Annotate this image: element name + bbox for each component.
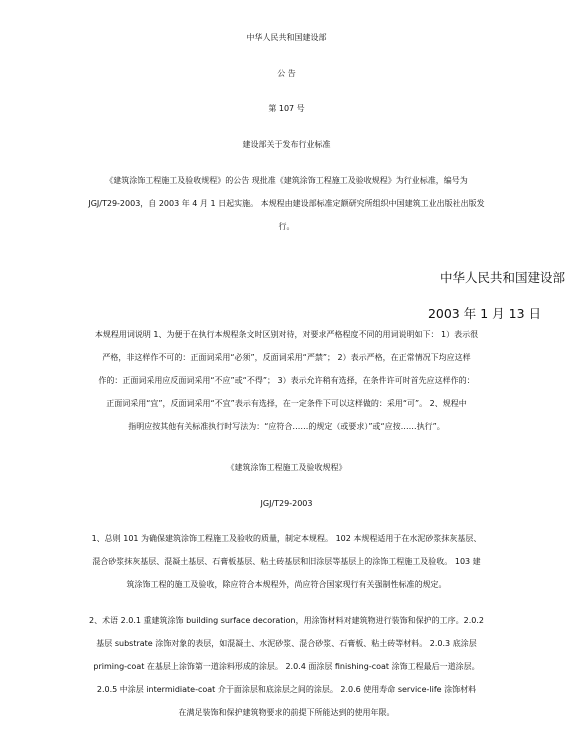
general-paragraph	[0, 527, 573, 596]
general-line-2: 混合砂浆抹灰基层、混凝土基层、石膏板基层、粘土砖基层和旧涂层等基层上的涂饰工程施工及验收。 103 建	[92, 557, 481, 566]
ministry-heading: 中华人民共和国建设部	[246, 33, 327, 42]
usage-paragraph	[0, 323, 573, 438]
terms-line-2: 基层 substrate 涂饰对象的表层，如混凝土、水泥砂浆、混合砂浆、石膏板、粘土砖等材料。 2.0.3 底涂层	[96, 639, 477, 648]
spec-code: JGJ/T29-2003	[260, 499, 313, 508]
terms-line-1: 2、术语 2.0.1 重建筑涂饰 building surface decoration，用涂饰材料对建筑物进行装饰和保护的工序。2.0.2	[89, 616, 484, 625]
announcement-line-2: JGJ/T29-2003，自 2003 年 4 月 1 日起实施。 本规程由建设部标准定额研究所组织中国建筑工业出版社出版发	[88, 199, 485, 208]
notice-heading: 公 告	[277, 69, 296, 78]
general-line-1: 1、总则 101 为确保建筑涂饰工程施工及验收的质量，制定本规程。 102 本规程适用于在水泥砂浆抹灰基层、	[91, 534, 482, 543]
usage-line-2: 严格，非这样作不可的：正面词采用“必须”，反面词采用“严禁”； 2）表示严格，在正常情况下均应这样	[102, 353, 471, 362]
general-line-3: 筑涂饰工程的施工及验收，除应符合本规程外，尚应符合国家现行有关强制性标准的规定。	[126, 580, 447, 589]
terms-paragraph	[0, 609, 573, 724]
announcement-paragraph	[0, 169, 573, 238]
usage-line-3: 作的：正面词采用应反面词采用“不应”或“不得”； 3）表示允许稍有选择，在条件许可时首先应这样作的：	[98, 376, 475, 385]
signature-date: 2003 年 1 月 13 日	[427, 305, 541, 321]
usage-line-5: 指明应按其他有关标准执行时写法为：“应符合……的规定（或要求）”或“应按……执行”。	[128, 422, 445, 431]
spec-title: 《建筑涂饰工程施工及验收规程》	[226, 463, 347, 472]
announcement-line-3: 行。	[278, 222, 295, 231]
usage-line-1: 本规程用词说明 1、为便于在执行本规程条文时区别对待，对要求严格程度不同的用词说明如下： 1）表示很	[94, 330, 479, 339]
signature-org: 中华人民共和国建设部	[439, 269, 565, 285]
notice-subject: 建设部关于发布行业标准	[242, 140, 331, 149]
terms-line-3: priming-coat 在基层上涂饰第一道涂料形成的涂层。 2.0.4 面涂层 finishing-coat 涂饰工程最后一道涂层。	[93, 662, 480, 671]
usage-line-4: 正面词采用“宜”，反面词采用“不宜”表示有选择，在一定条件下可以这样做的：采用“可”。 2、规程中	[106, 399, 467, 408]
terms-line-5: 在满足装饰和保护建筑物要求的前提下所能达到的使用年限。	[178, 708, 395, 717]
terms-line-4: 2.0.5 中涂层 intermidiate-coat 介于面涂层和底涂层之间的涂层。 2.0.6 使用寿命 service-life 涂饰材料	[96, 685, 477, 694]
announcement-line-1: 《建筑涂饰工程施工及验收规程》的公告 现批准《建筑涂饰工程施工及验收规程》为行业标准，编号为	[105, 176, 468, 185]
notice-number: 第 107 号	[268, 104, 305, 113]
